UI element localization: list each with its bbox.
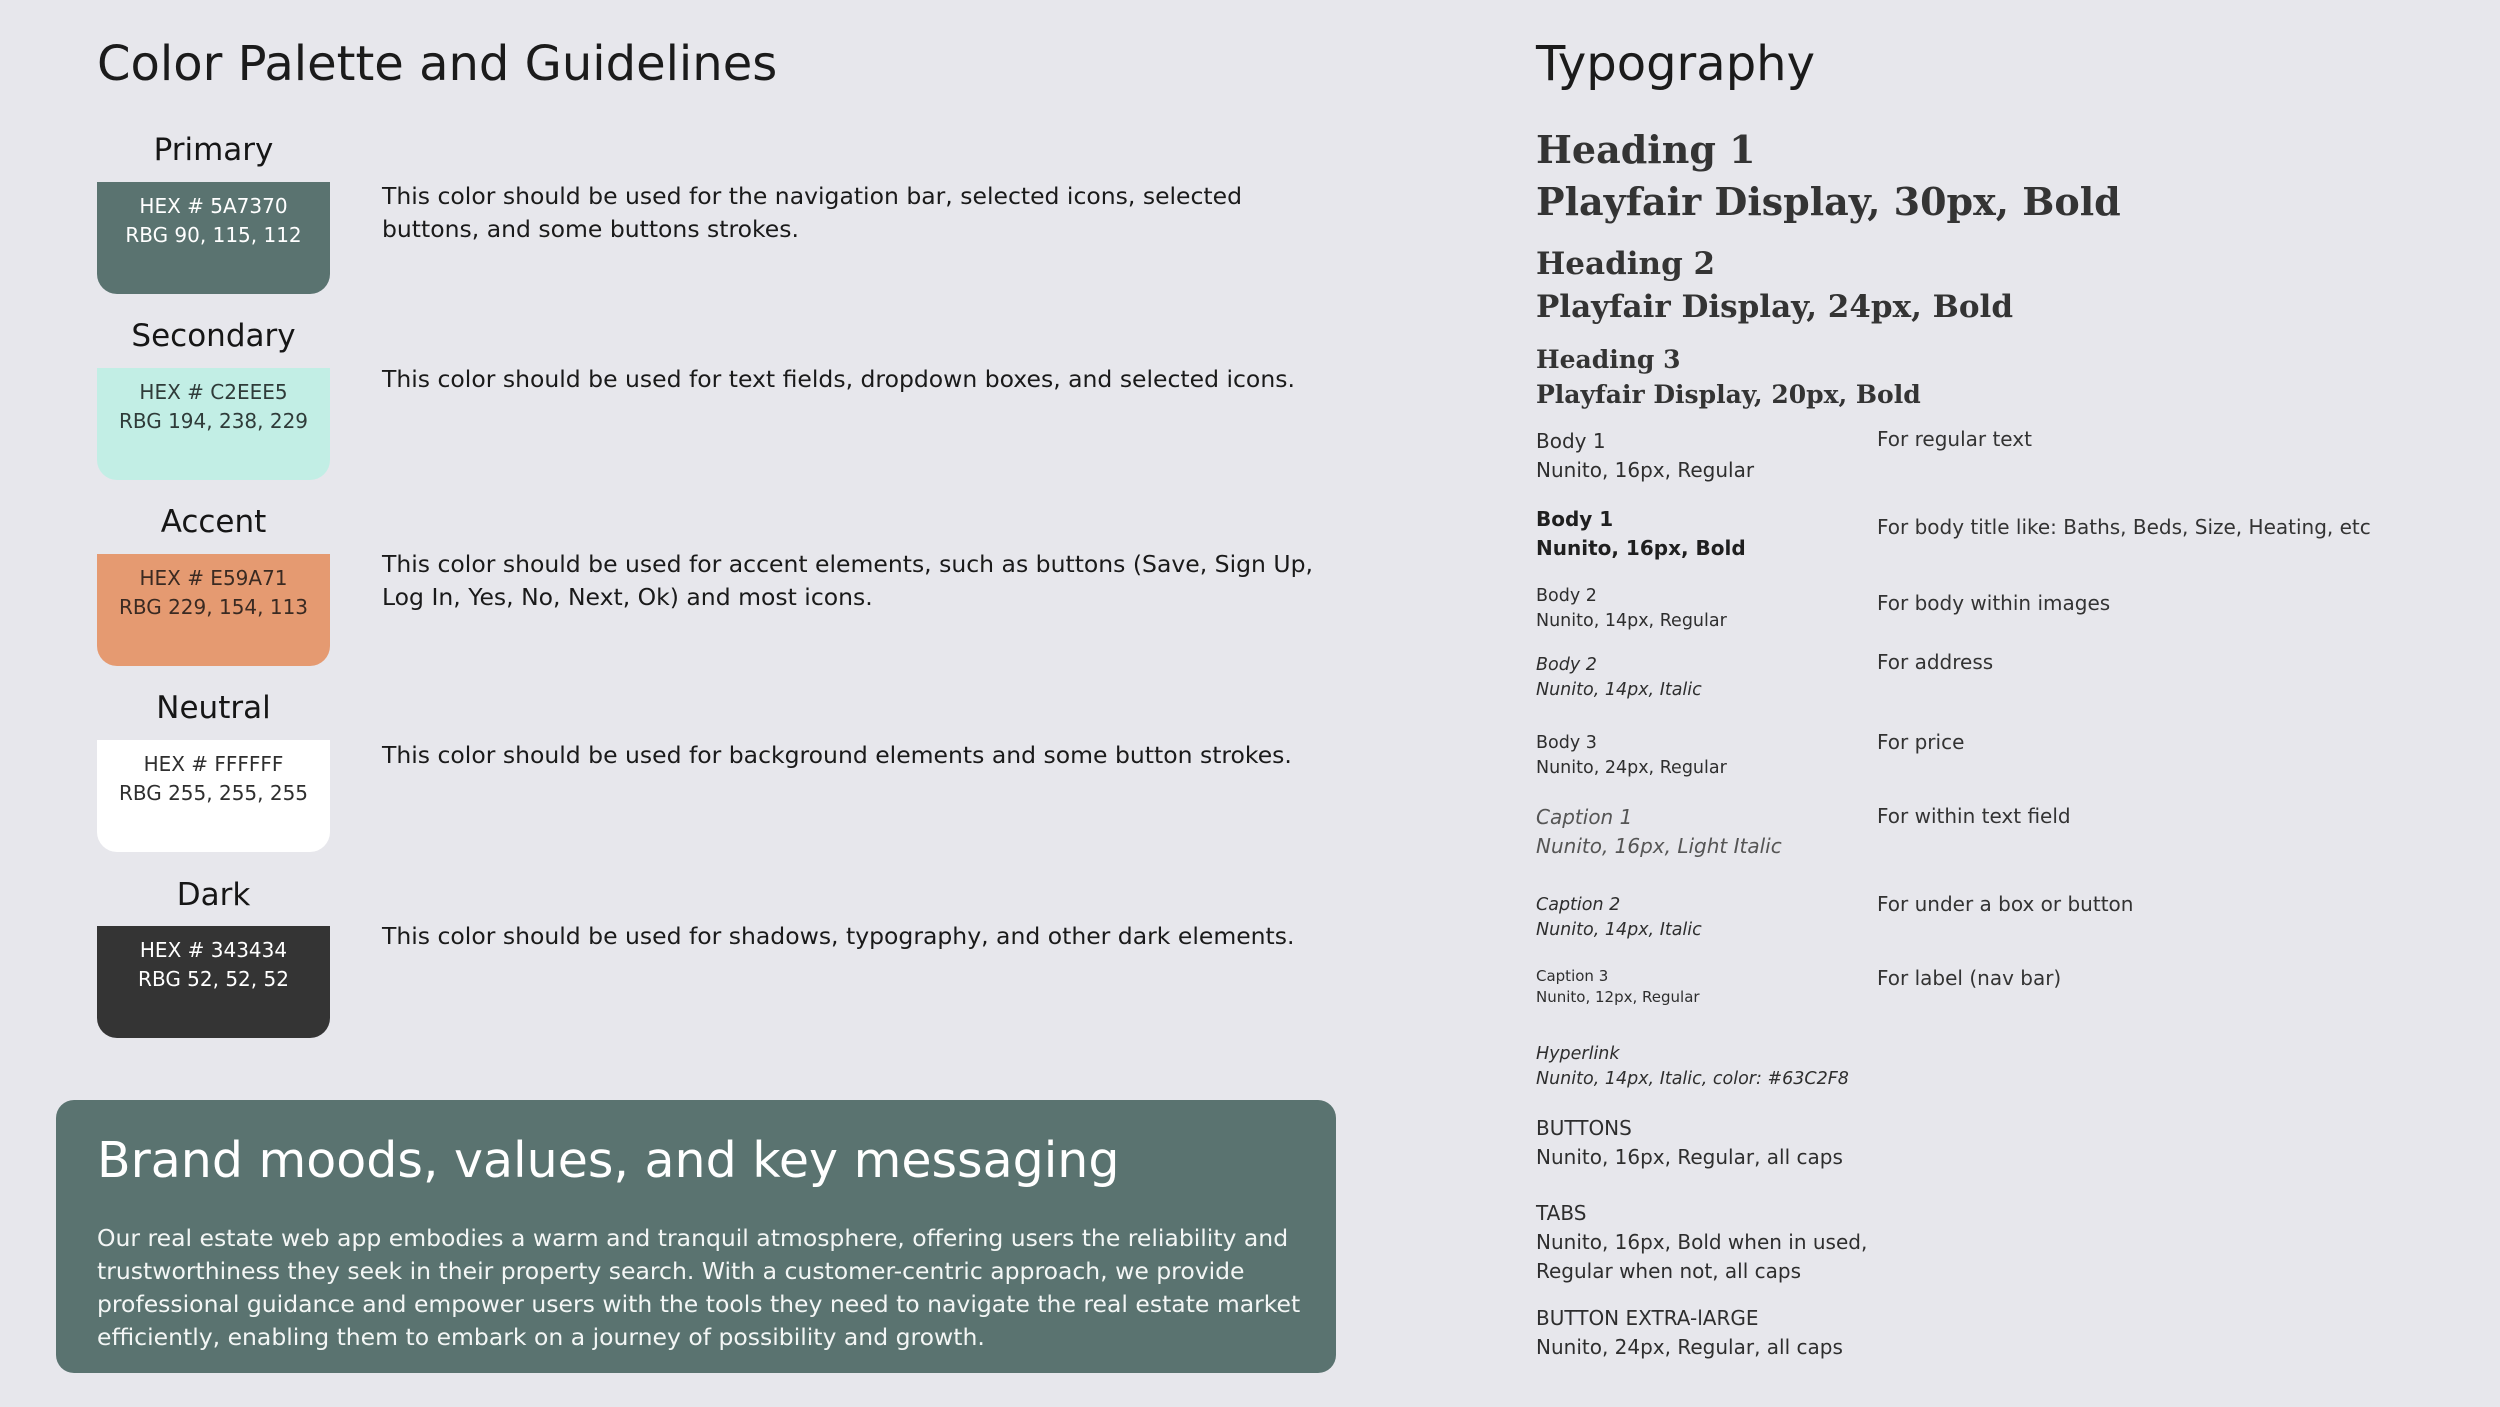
style-tabs [1536, 1199, 1867, 1286]
swatch-label: Neutral [156, 690, 271, 726]
swatch-rgb: RBG 229, 154, 113 [118, 595, 309, 619]
style-use: For body within images [1877, 591, 2111, 615]
swatch-hex: HEX # E59A71 [139, 566, 288, 590]
style-spec: Nunito, 14px, Italic, color: #63C2F8 [1536, 1069, 1849, 1089]
style-caption-2 [1536, 893, 1702, 943]
style-use: For label (nav bar) [1877, 966, 2062, 990]
style-name: Body 1 [1536, 429, 1606, 453]
brand-text: Our real estate web app embodies a warm and tranquil atmosphere, offering users the reliability and trustworthiness they seek in their property search. With a customer-centric approach, we provide professional guidance and empower users with the tools they need to navigate the real estate market efficiently, enabling them to embark on a journey of possibility and growth. [97, 1224, 1301, 1351]
heading-1-sample [1536, 124, 2121, 228]
style-spec: Nunito, 14px, Regular [1536, 611, 1727, 631]
heading-2-spec: Playfair Display, 24px, Bold [1536, 289, 2014, 325]
style-name: Body 3 [1536, 733, 1597, 753]
style-use: For regular text [1877, 427, 2032, 451]
heading-3-sample [1536, 342, 1921, 412]
style-name: Body 2 [1536, 586, 1597, 606]
style-spec: Nunito, 16px, Bold [1536, 536, 1746, 560]
style-body-2 [1536, 584, 1727, 634]
color-swatch [97, 554, 330, 666]
swatch-label: Dark [176, 877, 251, 913]
style-name: TABS [1536, 1201, 1587, 1225]
style-use: For under a box or button [1877, 892, 2134, 916]
style-body-2-italic [1536, 653, 1702, 703]
swatch-description: This color should be used for the navigation bar, selected icons, selected buttons, and some buttons strokes. [382, 182, 1243, 243]
swatch-description: This color should be used for shadows, typography, and other dark elements. [382, 922, 1295, 950]
heading-3-name: Heading 3 [1536, 345, 1681, 374]
swatch-label: Secondary [131, 318, 296, 354]
swatch-rgb: RBG 255, 255, 255 [118, 781, 309, 805]
swatch-rgb: RBG 90, 115, 112 [125, 223, 302, 247]
brand-panel [56, 1100, 1336, 1373]
style-button-extra-large [1536, 1304, 1843, 1362]
style-spec: Nunito, 12px, Regular [1536, 988, 1700, 1006]
swatch-rgb: RBG 194, 238, 229 [118, 409, 309, 433]
style-spec: Nunito, 14px, Italic [1536, 680, 1702, 700]
swatch-description: This color should be used for accent elements, such as buttons (Save, Sign Up, Log In, Yes, No, Next, Ok) and most icons. [382, 550, 1313, 611]
style-spec: Nunito, 16px, Regular, all caps [1536, 1145, 1843, 1169]
style-name: Body 1 [1536, 507, 1614, 531]
style-use: For body title like: Baths, Beds, Size, Heating, etc [1877, 515, 2371, 539]
swatch-hex: HEX # 343434 [139, 938, 288, 962]
brand-title: Brand moods, values, and key messaging [97, 1132, 1120, 1189]
typography-title: Typography [1536, 36, 1815, 92]
style-spec: Nunito, 24px, Regular [1536, 758, 1727, 778]
style-name: Caption 2 [1536, 895, 1621, 915]
swatch-description: This color should be used for background elements and some button strokes. [382, 741, 1292, 769]
color-swatch [97, 740, 330, 852]
style-body-3 [1536, 731, 1727, 781]
style-body-1-bold [1536, 505, 1746, 563]
style-spec: Nunito, 16px, Bold when in used, [1536, 1230, 1868, 1254]
style-spec: Nunito, 16px, Regular [1536, 458, 1755, 482]
color-swatch [97, 926, 330, 1038]
heading-3-spec: Playfair Display, 20px, Bold [1536, 380, 1921, 409]
swatch-rgb: RBG 52, 52, 52 [138, 967, 289, 991]
style-use: For within text field [1877, 804, 2071, 828]
style-buttons [1536, 1114, 1843, 1172]
palette-title: Color Palette and Guidelines [97, 36, 778, 92]
style-spec: Nunito, 24px, Regular, all caps [1536, 1335, 1843, 1359]
style-name: Body 2 [1536, 655, 1597, 675]
style-spec: Nunito, 14px, Italic [1536, 920, 1702, 940]
style-use: For price [1877, 730, 1965, 754]
style-use: For address [1877, 650, 1994, 674]
swatch-hex: HEX # C2EEE5 [139, 380, 288, 404]
heading-2-name: Heading 2 [1536, 246, 1716, 282]
style-caption-1 [1536, 803, 1782, 861]
style-spec-continued: Regular when not, all caps [1536, 1259, 1801, 1283]
swatch-hex: HEX # 5A7370 [139, 194, 288, 218]
heading-2-sample [1536, 243, 2013, 329]
swatch-hex: HEX # FFFFFF [143, 752, 284, 776]
style-name: BUTTON EXTRA-lARGE [1536, 1306, 1759, 1330]
style-name: BUTTONS [1536, 1116, 1632, 1140]
swatch-description: This color should be used for text fields, dropdown boxes, and selected icons. [382, 365, 1295, 393]
style-name: Hyperlink [1536, 1044, 1620, 1064]
style-name: Caption 3 [1536, 967, 1609, 985]
style-spec: Nunito, 16px, Light Italic [1536, 834, 1782, 858]
style-body-1 [1536, 427, 1754, 485]
swatch-label: Accent [160, 504, 267, 540]
swatch-label: Primary [153, 132, 274, 168]
style-name: Caption 1 [1536, 805, 1633, 829]
heading-1-name: Heading 1 [1536, 127, 1756, 172]
style-hyperlink [1536, 1042, 1849, 1092]
heading-1-spec: Playfair Display, 30px, Bold [1536, 179, 2121, 224]
color-swatch [97, 182, 330, 294]
style-caption-3 [1536, 966, 1700, 1008]
color-swatch [97, 368, 330, 480]
